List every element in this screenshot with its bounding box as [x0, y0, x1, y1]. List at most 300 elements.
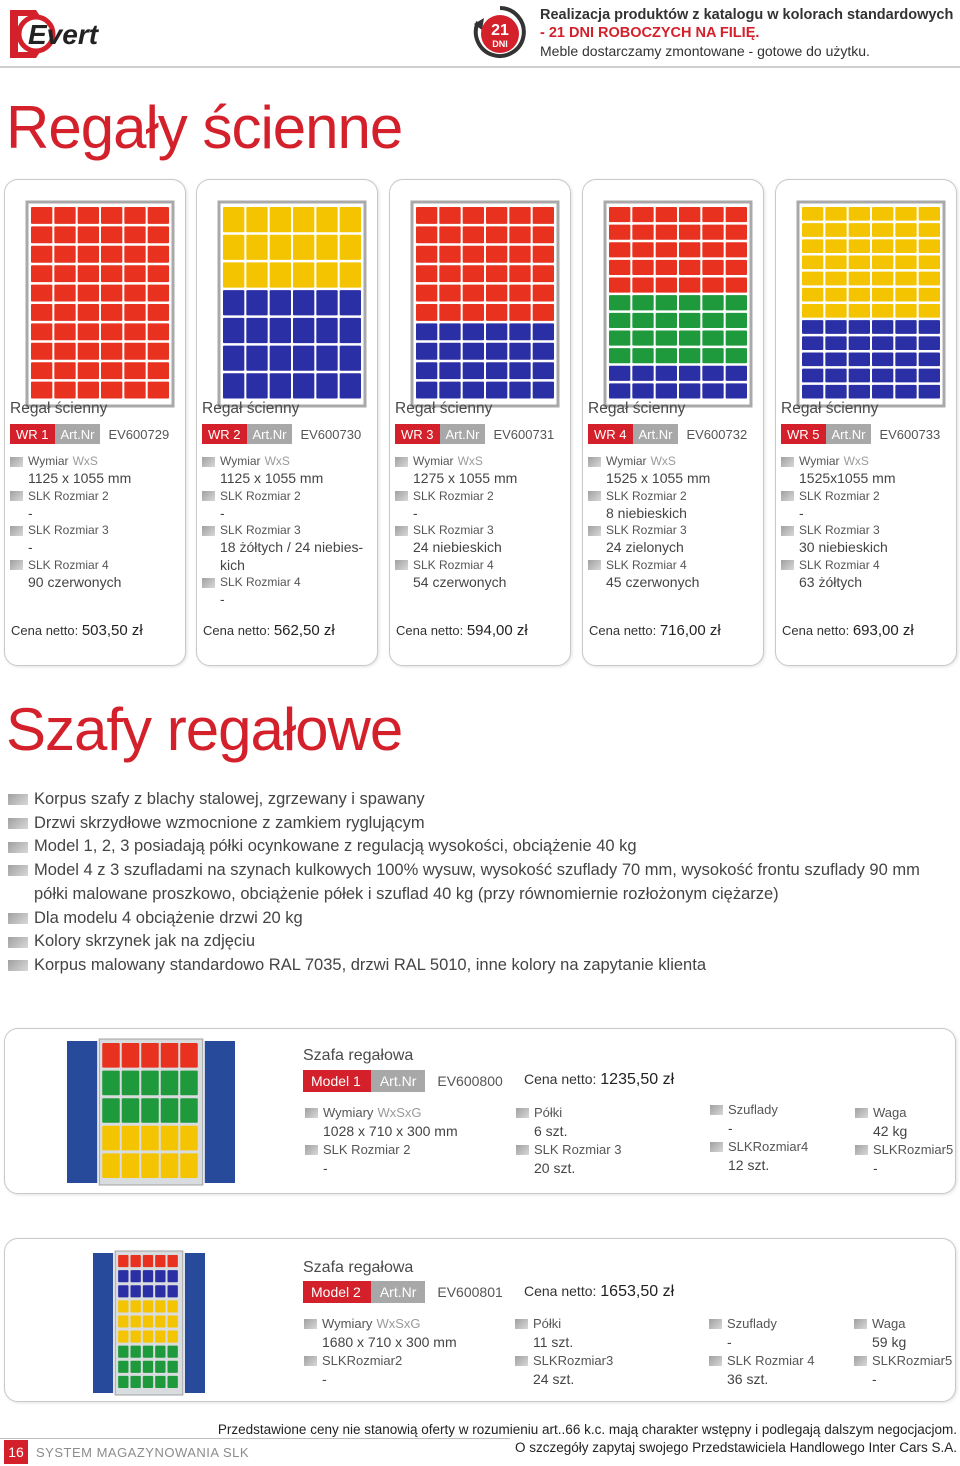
storage-bin [168, 1255, 178, 1267]
spec-dimension-label: Wymiar WxS [588, 453, 760, 470]
wall-rack-image [410, 200, 560, 412]
storage-bin [78, 323, 99, 340]
spec-column-shelves: Półki 6 szt. SLK Rozmiar 3 20 szt. [516, 1104, 621, 1177]
bullet-square-icon [854, 1356, 867, 1366]
storage-bin [849, 304, 870, 318]
storage-bin [609, 225, 630, 240]
storage-bin [416, 207, 437, 224]
product-card-wr-1[interactable] [4, 179, 186, 666]
storage-bin [895, 385, 916, 399]
spec-size3-label: SLK Rozmiar 3 [781, 522, 953, 539]
storage-bin [509, 323, 530, 340]
spec-drawers-value: - [728, 1120, 733, 1136]
storage-bin [54, 323, 75, 340]
storage-bin [726, 207, 747, 222]
storage-bin [895, 272, 916, 286]
storage-bin [143, 1331, 153, 1343]
storage-bin [632, 295, 653, 310]
spec-size4-label: SLK Rozmiar 4 [202, 574, 374, 591]
spec-dimension-label: Wymiar WxS [395, 453, 567, 470]
storage-bin [340, 235, 361, 260]
wall-rack-image [217, 200, 367, 412]
storage-bin [849, 256, 870, 270]
spec-size4-label: SLK Rozmiar 4 [10, 557, 182, 574]
storage-bin [78, 226, 99, 243]
storage-bin [78, 382, 99, 399]
storage-bin [293, 207, 314, 232]
storage-bin [656, 383, 677, 398]
storage-bin [118, 1361, 128, 1373]
storage-bin [509, 362, 530, 379]
storage-bin [270, 318, 291, 343]
storage-bin [124, 323, 145, 340]
storage-bin [124, 382, 145, 399]
storage-bin [463, 207, 484, 224]
storage-bin [31, 304, 52, 321]
storage-bin [246, 290, 267, 315]
spec-size3-label: SLK Rozmiar 3 [10, 522, 182, 539]
storage-bin [702, 313, 723, 328]
storage-bin [509, 343, 530, 360]
storage-bin [872, 385, 893, 399]
storage-bin [632, 260, 653, 275]
storage-bin [270, 207, 291, 232]
spec-size2-label: SLK Rozmiar 2 [781, 488, 953, 505]
storage-bin [168, 1315, 178, 1327]
storage-bin [825, 369, 846, 383]
storage-bin [533, 226, 554, 243]
storage-bin [632, 348, 653, 363]
storage-bin [679, 242, 700, 257]
storage-bin [141, 1126, 159, 1151]
storage-bin [143, 1315, 153, 1327]
storage-bin [463, 382, 484, 399]
storage-bin [124, 304, 145, 321]
storage-bin [439, 343, 460, 360]
storage-bin [270, 235, 291, 260]
storage-bin [31, 382, 52, 399]
spec-dimension-label: Wymiar WxS [202, 453, 374, 470]
bullet-square-icon [781, 526, 794, 536]
storage-bin [31, 362, 52, 379]
page-number: 16 [4, 1440, 28, 1464]
storage-bin [609, 383, 630, 398]
storage-bin [168, 1346, 178, 1358]
storage-bin [656, 242, 677, 257]
storage-bin [802, 304, 823, 318]
storage-bin [463, 343, 484, 360]
storage-bin [118, 1376, 128, 1388]
clock-21-days-icon [470, 2, 530, 62]
storage-bin [679, 207, 700, 222]
left-door [93, 1253, 113, 1393]
product-code: EV600730 [300, 427, 362, 442]
storage-bin [679, 383, 700, 398]
storage-bin [726, 366, 747, 381]
bullet-square-icon [10, 457, 23, 467]
storage-bin [702, 366, 723, 381]
product-price: Cena netto: 693,00 zł [782, 622, 914, 639]
storage-bin [919, 288, 940, 302]
spec-size4-value: 12 szt. [728, 1156, 770, 1173]
storage-bin [609, 313, 630, 328]
storage-bin [802, 256, 823, 270]
storage-bin [533, 382, 554, 399]
storage-bin [31, 343, 52, 360]
storage-bin [825, 304, 846, 318]
storage-bin [141, 1071, 159, 1096]
feature-item: Dla modelu 4 obciążenie drzwi 20 kg [8, 907, 948, 931]
storage-bin [270, 346, 291, 371]
storage-bin [825, 207, 846, 221]
storage-bin [124, 246, 145, 263]
spec-size2-label: SLK Rozmiar 2 [10, 488, 182, 505]
storage-bin [632, 366, 653, 381]
spec-shelves-value: 6 szt. [534, 1123, 568, 1139]
storage-bin [102, 1098, 120, 1123]
art-nr-label: Art.Nr [826, 424, 872, 444]
product-code-bar [303, 1281, 503, 1303]
storage-bin [122, 1153, 140, 1178]
storage-bin [486, 323, 507, 340]
storage-bin [293, 373, 314, 398]
storage-bin [155, 1270, 165, 1282]
storage-bin [895, 369, 916, 383]
storage-bin [340, 207, 361, 232]
cabinet-image [93, 1249, 205, 1397]
storage-bin [223, 207, 244, 232]
storage-bin [486, 304, 507, 321]
product-title: Szafa regałowa [303, 1047, 414, 1064]
storage-bin [656, 348, 677, 363]
bullet-square-icon [8, 818, 28, 829]
storage-bin [316, 346, 337, 371]
spec-column-dimensions: Wymiary WxSxG 1680 x 710 x 300 mm SLKRozmiar2 - [304, 1315, 457, 1388]
storage-bin [825, 336, 846, 350]
storage-bin [148, 226, 169, 243]
feature-list [8, 788, 948, 978]
storage-bin [872, 320, 893, 334]
wall-rack-image [796, 200, 946, 412]
storage-bin [825, 239, 846, 253]
storage-bin [849, 369, 870, 383]
storage-bin [702, 260, 723, 275]
header-line-3: Meble dostarczamy zmontowane - gotowe do użytku. [540, 43, 870, 59]
spec-column-drawers: Szuflady - SLK Rozmiar 4 36 szt. [709, 1315, 814, 1388]
storage-bin [168, 1331, 178, 1343]
spec-dimension-value: 1125 x 1055 mm [28, 470, 132, 486]
storage-bin [155, 1285, 165, 1297]
spec-column-weight: Waga 59 kg SLKRozmiar5 - [854, 1315, 952, 1388]
art-nr-label: Art.Nr [440, 424, 486, 444]
product-title: Regał ścienny [202, 400, 300, 417]
bullet-square-icon [854, 1319, 867, 1329]
storage-bin [726, 278, 747, 293]
storage-bin [148, 285, 169, 302]
storage-bin [124, 362, 145, 379]
storage-bin [825, 385, 846, 399]
storage-bin [486, 246, 507, 263]
storage-bin [130, 1346, 140, 1358]
header-line-1: Realizacja produktów z katalogu w kolorach standardowych [540, 7, 954, 23]
storage-bin [223, 290, 244, 315]
spec-size4-value: 45 czerwonych [606, 573, 700, 590]
storage-bin [463, 265, 484, 282]
storage-bin [416, 265, 437, 282]
storage-bin [416, 343, 437, 360]
storage-bin [919, 353, 940, 367]
storage-bin [439, 362, 460, 379]
spec-size4-value: - [220, 591, 225, 607]
wall-rack-image [25, 200, 175, 412]
bullet-square-icon [305, 1145, 318, 1155]
storage-bin [895, 207, 916, 221]
bullet-square-icon [516, 1108, 529, 1118]
spec-weight-value: 42 kg [873, 1123, 908, 1139]
storage-bin [609, 366, 630, 381]
bullet-square-icon [8, 960, 28, 971]
model-label: WR 4 [588, 424, 633, 444]
storage-bin [872, 304, 893, 318]
storage-bin [161, 1043, 179, 1068]
storage-bin [919, 304, 940, 318]
storage-bin [702, 225, 723, 240]
storage-bin [726, 260, 747, 275]
storage-bin [895, 223, 916, 237]
product-code-bar [202, 424, 361, 444]
footer-system-label: SYSTEM MAGAZYNOWANIA SLK [36, 1445, 250, 1460]
storage-bin [533, 362, 554, 379]
storage-bin [143, 1376, 153, 1388]
bullet-square-icon [588, 526, 601, 536]
storage-bin [78, 362, 99, 379]
storage-bin [143, 1285, 153, 1297]
storage-bin [919, 272, 940, 286]
spec-size5-value: - [873, 1159, 878, 1176]
model-label: Model 2 [303, 1281, 371, 1303]
storage-bin [293, 262, 314, 287]
spec-dimension-value: 1125 x 1055 mm [220, 470, 324, 486]
storage-bin [161, 1153, 179, 1178]
spec-column-drawers: Szuflady - SLKRozmiar4 12 szt. [710, 1101, 808, 1174]
storage-bin [849, 223, 870, 237]
bullet-square-icon [855, 1108, 868, 1118]
storage-bin [486, 343, 507, 360]
storage-bin [872, 336, 893, 350]
product-card-wr-3[interactable] [389, 179, 571, 666]
storage-bin [101, 226, 122, 243]
cabinet-card-model-1[interactable] [4, 1028, 956, 1194]
storage-bin [416, 226, 437, 243]
spec-size3-value: 18 żółtych / 24 niebies-kich [220, 539, 364, 573]
storage-bin [872, 369, 893, 383]
storage-bin [533, 207, 554, 224]
product-specs [395, 453, 567, 591]
feature-item: Drzwi skrzydłowe wzmocnione z zamkiem ryglującym [8, 812, 948, 836]
storage-bin [726, 295, 747, 310]
product-code: EV600733 [879, 427, 941, 442]
storage-bin [726, 242, 747, 257]
storage-bin [609, 207, 630, 222]
cabinet-card-model-2[interactable] [4, 1238, 956, 1402]
storage-bin [802, 239, 823, 253]
storage-bin [895, 239, 916, 253]
feature-item: Korpus szafy z blachy stalowej, zgrzewany i spawany [8, 788, 948, 812]
storage-bin [702, 278, 723, 293]
bullet-square-icon [395, 526, 408, 536]
storage-bin [148, 265, 169, 282]
storage-bin [54, 246, 75, 263]
storage-bin [161, 1098, 179, 1123]
spec-dimension-value: 1525x1055 mm [799, 470, 896, 486]
storage-bin [180, 1153, 198, 1178]
storage-bin [702, 330, 723, 345]
storage-bin [609, 260, 630, 275]
storage-bin [130, 1361, 140, 1373]
bullet-square-icon [515, 1356, 528, 1366]
storage-bin [702, 207, 723, 222]
product-card-wr-2[interactable] [196, 179, 378, 666]
storage-bin [679, 366, 700, 381]
spec-size3-label: SLK Rozmiar 3 [588, 522, 760, 539]
storage-bin [246, 346, 267, 371]
storage-bin [340, 346, 361, 371]
product-card-wr-5[interactable] [775, 179, 957, 666]
storage-bin [293, 235, 314, 260]
product-card-wr-4[interactable] [582, 179, 764, 666]
storage-bin [223, 373, 244, 398]
storage-bin [656, 366, 677, 381]
storage-bin [54, 382, 75, 399]
spec-size3-value: 24 zielonych [606, 539, 684, 555]
bullet-square-icon [516, 1145, 529, 1155]
storage-bin [679, 278, 700, 293]
storage-bin [895, 304, 916, 318]
spec-size4-label: SLK Rozmiar 4 [588, 557, 760, 574]
storage-bin [439, 382, 460, 399]
storage-bin [726, 225, 747, 240]
storage-bin [872, 207, 893, 221]
storage-bin [141, 1098, 159, 1123]
storage-bin [101, 323, 122, 340]
product-title: Regał ścienny [588, 400, 686, 417]
storage-bin [102, 1126, 120, 1151]
storage-bin [293, 318, 314, 343]
storage-bin [246, 373, 267, 398]
spec-size2-value: - [413, 504, 418, 521]
product-code: EV600732 [686, 427, 748, 442]
feature-item: Korpus malowany standardowo RAL 7035, drzwi RAL 5010, inne kolory na zapytanie klienta [8, 954, 948, 978]
storage-bin [802, 272, 823, 286]
storage-bin [463, 304, 484, 321]
storage-bin [656, 295, 677, 310]
product-title: Szafa regałowa [303, 1259, 414, 1276]
storage-bin [54, 304, 75, 321]
art-nr-label: Art.Nr [371, 1281, 426, 1303]
storage-bin [155, 1300, 165, 1312]
storage-bin [293, 290, 314, 315]
bullet-square-icon [855, 1145, 868, 1155]
storage-bin [316, 373, 337, 398]
storage-bin [656, 330, 677, 345]
bullet-square-icon [202, 491, 215, 501]
storage-bin [148, 343, 169, 360]
storage-bin [609, 330, 630, 345]
bullet-square-icon [709, 1356, 722, 1366]
bullet-square-icon [202, 578, 215, 588]
storage-bin [416, 246, 437, 263]
storage-bin [118, 1315, 128, 1327]
spec-size2-value: - [28, 504, 33, 521]
product-specs [781, 453, 953, 591]
storage-bin [802, 369, 823, 383]
storage-bin [293, 346, 314, 371]
storage-bin [486, 362, 507, 379]
storage-bin [919, 256, 940, 270]
storage-bin [872, 272, 893, 286]
product-price: Cena netto: 1235,50 zł [524, 1071, 675, 1088]
spec-column-shelves: Półki 11 szt. SLKRozmiar3 24 szt. [515, 1315, 613, 1388]
storage-bin [726, 330, 747, 345]
spec-size3-label: SLK Rozmiar 3 [395, 522, 567, 539]
storage-bin [439, 226, 460, 243]
storage-bin [118, 1255, 128, 1267]
product-code-bar [781, 424, 940, 444]
storage-bin [316, 318, 337, 343]
storage-bin [486, 285, 507, 302]
storage-bin [702, 242, 723, 257]
storage-bin [130, 1315, 140, 1327]
bullet-square-icon [781, 491, 794, 501]
storage-bin [656, 225, 677, 240]
storage-bin [486, 382, 507, 399]
spec-size2-label: SLK Rozmiar 2 [395, 488, 567, 505]
storage-bin [802, 385, 823, 399]
storage-bin [270, 262, 291, 287]
product-code: EV600731 [493, 427, 555, 442]
spec-dimension-value: 1680 x 710 x 300 mm [322, 1334, 457, 1350]
storage-bin [148, 246, 169, 263]
storage-bin [122, 1071, 140, 1096]
spec-size2-label: SLK Rozmiar 2 [202, 488, 374, 505]
header-line-2: - 21 DNI ROBOCZYCH NA FILIĘ. [540, 25, 760, 41]
storage-bin [632, 207, 653, 222]
spec-dimension-label: Wymiar WxS [781, 453, 953, 470]
right-door [185, 1253, 205, 1393]
storage-bin [180, 1098, 198, 1123]
storage-bin [102, 1071, 120, 1096]
storage-bin [895, 256, 916, 270]
feature-item: Model 4 z 3 szufladami na szynach kulkowych 100% wysuw, wysokość szuflady 70 mm, wysokość frontu szuflady 90 mm [8, 859, 948, 883]
storage-bin [102, 1153, 120, 1178]
badge-unit: DNI [492, 39, 508, 49]
storage-bin [632, 242, 653, 257]
storage-bin [439, 285, 460, 302]
storage-bin [895, 320, 916, 334]
storage-bin [802, 320, 823, 334]
storage-bin [155, 1315, 165, 1327]
storage-bin [122, 1043, 140, 1068]
storage-bin [416, 382, 437, 399]
spec-size2-value: - [323, 1159, 328, 1176]
storage-bin [679, 225, 700, 240]
storage-bin [316, 290, 337, 315]
storage-bin [124, 285, 145, 302]
storage-bin [609, 348, 630, 363]
storage-bin [802, 353, 823, 367]
section-title-cabinets: Szafy regałowe [6, 696, 403, 763]
storage-bin [130, 1255, 140, 1267]
